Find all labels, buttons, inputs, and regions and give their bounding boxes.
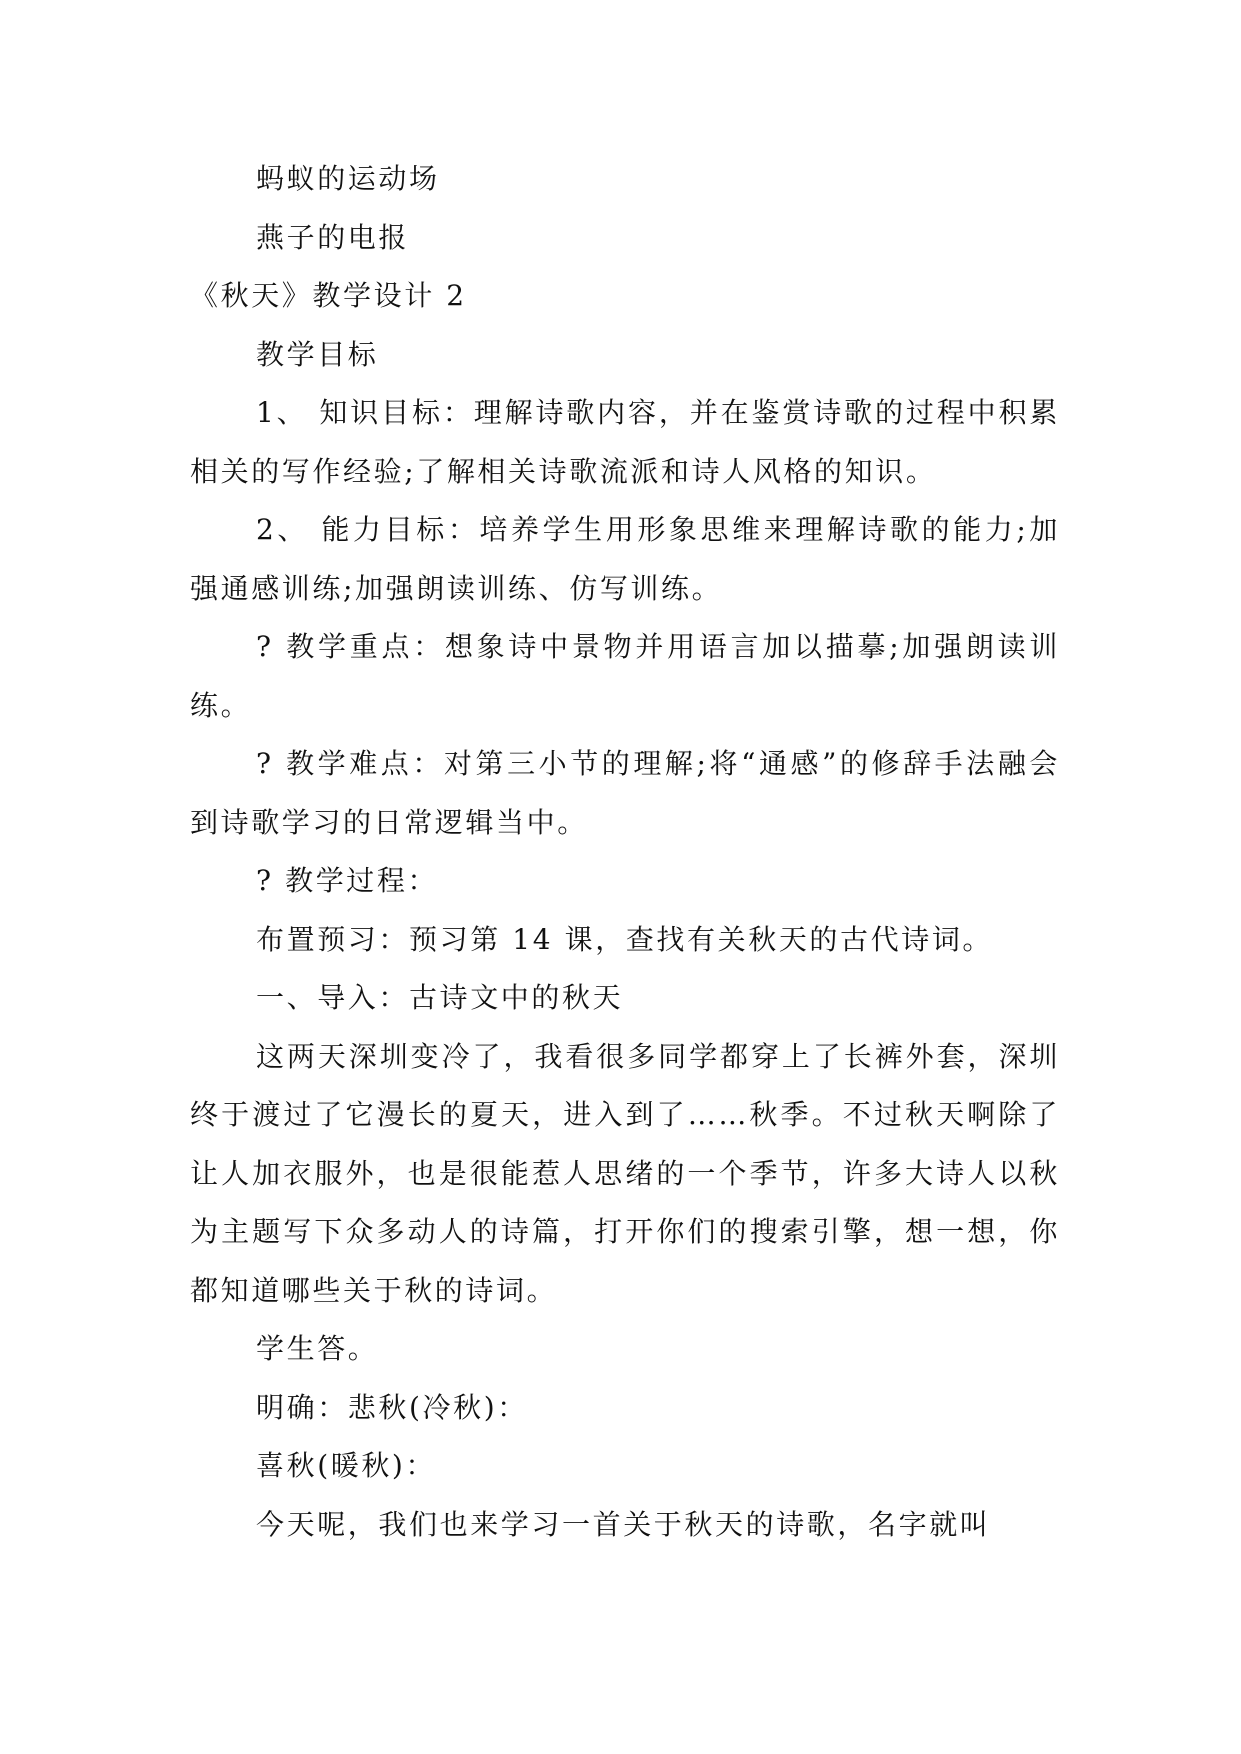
- paragraph-ability-goal: 2、 能力目标：培养学生用形象思维来理解诗歌的能力;加强通感训练;加强朗读训练、仿写训练。: [190, 513, 1060, 605]
- paragraph-list-item-2: 燕子的电报: [256, 220, 410, 254]
- paragraph-knowledge-goal: 1、 知识目标：理解诗歌内容，并在鉴赏诗歌的过程中积累相关的写作经验;了解相关诗歌流派和诗人风格的知识。: [190, 396, 1060, 488]
- paragraph-teaching-process: ? 教学过程：: [256, 864, 439, 897]
- paragraph-introduction-heading: 一、导入：古诗文中的秋天: [256, 981, 624, 1014]
- heading-teaching-goals: 教学目标: [256, 337, 379, 371]
- paragraph-teaching-difficulty: ? 教学难点：对第三小节的理解;将“通感”的修辞手法融会到诗歌学习的日常逻辑当中。: [190, 747, 1060, 839]
- document-body: [190, 150, 1060, 1554]
- paragraph-student-answer: 学生答。: [256, 1332, 379, 1365]
- paragraph-teaching-focus: ? 教学重点：想象诗中景物并用语言加以描摹;加强朗读训练。: [190, 630, 1060, 722]
- paragraph-preview-assignment: 布置预习：预习第 14 课，查找有关秋天的古代诗词。: [256, 922, 994, 956]
- paragraph-sad-autumn: 明确：悲秋(冷秋)：: [256, 1390, 528, 1424]
- paragraph-happy-autumn: 喜秋(暖秋)：: [256, 1449, 437, 1482]
- section-title: 《秋天》教学设计 2: [190, 279, 467, 312]
- paragraph-introduction-text: 这两天深圳变冷了，我看很多同学都穿上了长裤外套，深圳终于渡过了它漫长的夏天，进入到了……秋季。不过秋天啊除了让人加衣服外，也是很能惹人思绪的一个季节，许多大诗人以秋为主题写下众多动人的诗篇，打开你们的搜索引擎，想一想，你都知道哪些关于秋的诗词。: [190, 1039, 1060, 1307]
- paragraph-today-lesson: 今天呢，我们也来学习一首关于秋天的诗歌，名字就叫: [256, 1507, 991, 1541]
- paragraph-list-item-1: 蚂蚁的运动场: [256, 162, 440, 195]
